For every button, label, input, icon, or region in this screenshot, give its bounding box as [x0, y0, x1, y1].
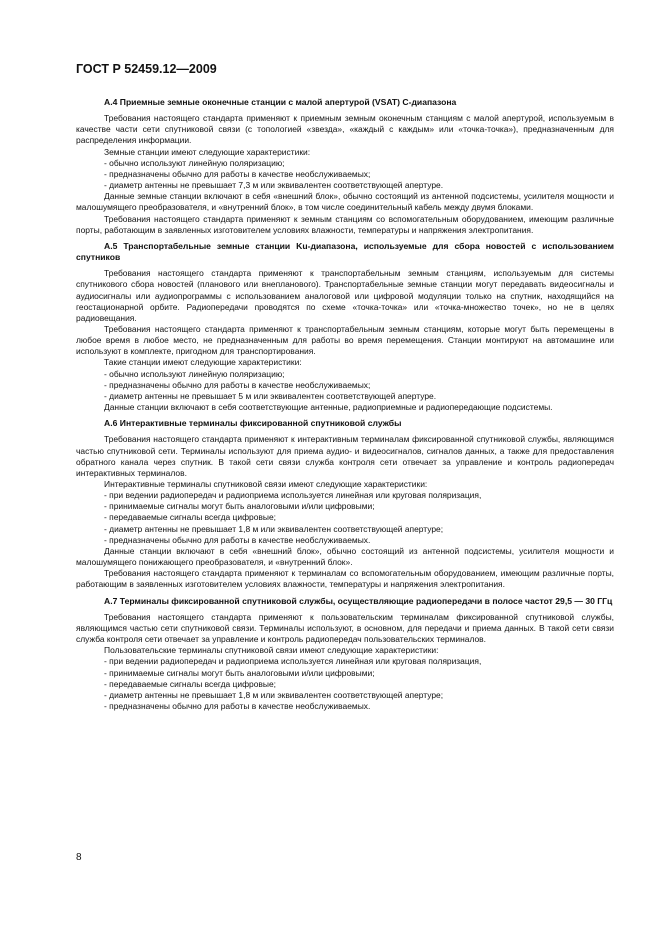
paragraph: Земные станции имеют следующие характеристики: — [104, 146, 311, 157]
list-item: - принимаемые сигналы могут быть аналоговыми и/или цифровыми; — [104, 501, 375, 512]
paragraph: Данные станции включают в себя соответствующие антенные, радиоприемные и радиопередающие подсистемы. — [104, 402, 553, 413]
list-item: - при ведении радиопередач и радиоприема используется линейная или круговая поляризация, — [104, 490, 482, 501]
paragraph: Интерактивные терминалы спутниковой связи имеют следующие характеристики: — [104, 479, 428, 489]
section-heading-a7: А.7 Терминалы фиксированной спутниковой службы, осуществляющие радиопередачи в полосе частот 29,5 — 30 ГГц — [104, 595, 613, 606]
paragraph: Данные земные станции включают в себя «внешний блок», обычно состоящий из антенной подсистемы, усилителя мощности и малошумящего преобразователя, и «внутренний блок», в том числе соединительный кабель между двумя блоками. — [76, 191, 614, 213]
document-header: ГОСТ Р 52459.12—2009 — [76, 62, 217, 76]
list-item: - диаметр антенны не превышает 1,8 м или эквивалентен соответствующей апертуре; — [104, 689, 444, 700]
paragraph: Данные станции включают в себя «внешний блок», обычно состоящий из антенной подсистемы, усилителя мощности и малошумящего понижающего преобразователя, и «внутренний блок». — [76, 545, 614, 568]
paragraph: Требования настоящего стандарта применяют к пользовательским терминалам фиксированной спутниковой службы, являющимся частью сети спутниковой связи. Терминалы используют, в основном, для передачи и приема данных. В такой сети связи служба контроля сети отвечает за управление и контроль радиопередач пользовательских терминалов. — [76, 611, 614, 645]
list-item: - диаметр антенны не превышает 1,8 м или эквивалентен соответствующей апертуре; — [104, 523, 444, 534]
list-item: - диаметр антенны не превышает 7,3 м или эквивалентен соответствующей апертуре. — [104, 180, 444, 191]
section-heading-a4: А.4 Приемные земные оконечные станции с малой апертурой (VSAT) С-диапазона — [104, 97, 457, 107]
paragraph: Требования настоящего стандарта применяют к приемным земным оконечным станциям с малой апертурой, используемым в качестве части сети спутниковой связи (с топологией «звезда», «каждый с каждым» или «точка-точка»), предназначенным для распределения информации. — [76, 113, 614, 146]
list-item: - предназначены обычно для работы в качестве необслуживаемых. — [104, 534, 371, 545]
paragraph: Требования настоящего стандарта применяют к транспортабельным земным станциям, которые могут быть перемещены в любое время в любое место, не предназначенным для работы во время перемещения. Станции монтируют на автомашине или используют в комплекте, пригодном для транспортирования. — [76, 323, 614, 357]
paragraph: Требования настоящего стандарта применяют к транспортабельным земным станциям, используемым для системы спутникового сбора новостей (планового или внепланового). Транспортабельные земные станции могут передавать видеосигналы и аудиосигналы или аудиопрограммы с использованием аналоговой или цифровой модуляции только на спутник, находящийся на геостационарной орбите. Радиопередачи проводятся по схеме «точка-точка» или «точка-множество точек», но не в целях радиовещания. — [76, 268, 614, 323]
list-item: - обычно используют линейную поляризацию; — [104, 157, 285, 168]
list-item: - предназначены обычно для работы в качестве необслуживаемых. — [104, 700, 371, 711]
list-item: - при ведении радиопередач и радиоприема используется линейная или круговая поляризация, — [104, 656, 482, 667]
paragraph: Требования настоящего стандарта применяют к интерактивным терминалам фиксированной спутниковой службы, являющимся частью спутниковой сети. Терминалы используют для приема аудио- и видеосигналов, сигналов данных, а также для предоставления обратного канала через спутник. В такой сети связи служба контроля сети отвечает за управление и контроль радиопередач интерактивных терминалов. — [76, 434, 614, 478]
list-item: - принимаемые сигналы могут быть аналоговыми и/или цифровыми; — [104, 667, 375, 678]
page-number: 8 — [76, 852, 82, 863]
list-item: - передаваемые сигналы всегда цифровые; — [104, 678, 277, 689]
paragraph: Такие станции имеют следующие характеристики: — [104, 357, 302, 368]
paragraph: Требования настоящего стандарта применяют к земным станциям со вспомогательным оборудованием, имеющим различные порты, работающим в заявленных изготовителем условиях влажности, температуры и напряжения электропитания. — [76, 213, 614, 235]
list-item: - диаметр антенны не превышает 5 м или эквивалентен соответствующей апертуре. — [104, 390, 437, 401]
paragraph: Требования настоящего стандарта применяют к терминалам со вспомогательным оборудованием, имеющим различные порты, работающим в заявленных изготовителем условиях влажности, температуры и напряжения электропитания. — [76, 568, 614, 590]
section-heading-a6: А.6 Интерактивные терминалы фиксированной спутниковой службы — [104, 418, 402, 429]
list-item: - предназначены обычно для работы в качестве необслуживаемых; — [104, 168, 371, 179]
list-item: - предназначены обычно для работы в качестве необслуживаемых; — [104, 379, 371, 390]
section-heading-a5: А.5 Транспортабельные земные станции Ku-диапазона, используемые для сбора новостей с использованием спутников — [76, 240, 614, 263]
document-body — [76, 97, 614, 712]
paragraph: Пользовательские терминалы спутниковой связи имеют следующие характеристики: — [104, 645, 439, 656]
list-item: - передаваемые сигналы всегда цифровые; — [104, 512, 277, 523]
list-item: - обычно используют линейную поляризацию; — [104, 368, 285, 379]
